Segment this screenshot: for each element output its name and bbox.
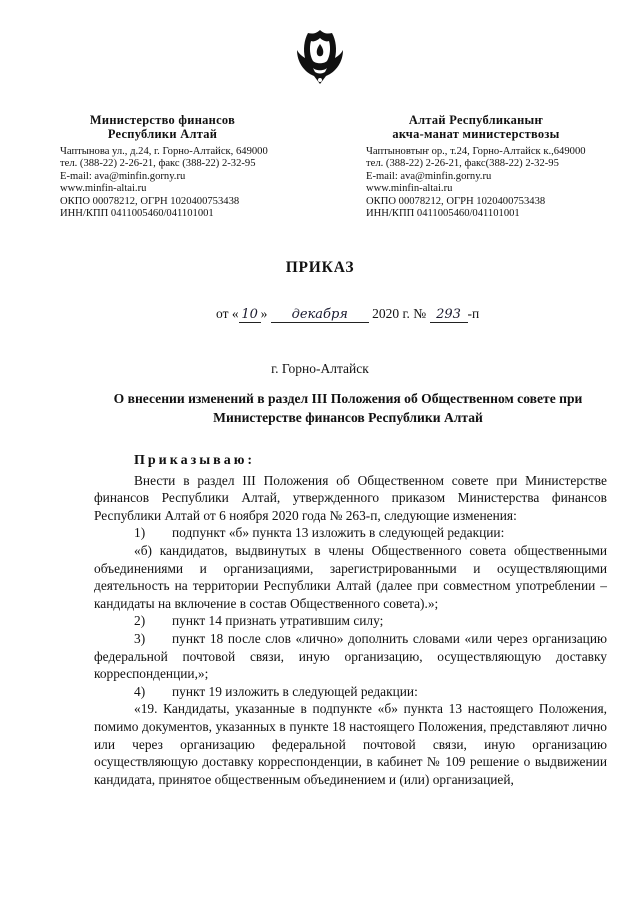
inn-alt: ИНН/КПП 0411005460/041101001 bbox=[366, 208, 520, 220]
org-name-alt-line1: Алтай Республиканыҥ bbox=[408, 113, 544, 127]
web-ru: www.minfin-altai.ru bbox=[60, 183, 147, 195]
web-alt: www.minfin-altai.ru bbox=[366, 183, 453, 195]
okpo-alt: ОКПО 00078212, ОГРН 1020400753438 bbox=[366, 195, 546, 207]
address-ru: Чаптынова ул., д.24, г. Горно-Алтайск, 649000 bbox=[60, 146, 268, 157]
document-title: ПРИКАЗ bbox=[285, 259, 355, 276]
org-name-ru-line2: Республики Алтай bbox=[107, 127, 218, 141]
phone-ru: тел. (388-22) 2-26-21, факс (388-22) 2-32-95 bbox=[60, 158, 256, 170]
okpo-ru: ОКПО 00078212, ОГРН 1020400753438 bbox=[60, 195, 240, 207]
date-prefix: от « bbox=[216, 306, 239, 321]
city: г. Горно-Алтайск bbox=[271, 361, 369, 376]
email-ru: E-mail: ava@minfin.gorny.ru bbox=[60, 170, 186, 182]
quote-subpoint-b: «б) кандидатов, выдвинутых в члены Общественного совета общественными объединениями и организациями, зарегистрированными и осуществляющими деятельность на территории Республики Алтай (далее при совместном употреблении – кандидаты на включение в состав Общественного совета).»; bbox=[94, 542, 607, 611]
inn-ru: ИНН/КПП 0411005460/041101001 bbox=[60, 208, 214, 220]
order-date-line bbox=[216, 306, 479, 323]
header-left-block bbox=[60, 113, 290, 220]
header-right-block bbox=[366, 113, 616, 220]
handwritten-month: декабря bbox=[271, 308, 369, 323]
date-mid: » bbox=[260, 306, 268, 321]
list-item: 3) пункт 18 после слов «лично» дополнить словами «или через организацию федеральной почтовой связи, иную организацию, осуществляющую доставку корреспонденции,»; bbox=[94, 630, 607, 682]
address-alt: Чаптыновтыҥ ор., т.24, Горно-Алтайск к.,649000 bbox=[366, 146, 586, 157]
email-alt: E-mail: ava@minfin.gorny.ru bbox=[366, 170, 492, 182]
order-body bbox=[94, 452, 607, 788]
handwritten-day: 10 bbox=[239, 308, 261, 323]
number-suffix: -п bbox=[467, 306, 480, 321]
order-subject: О внесении изменений в раздел III Положения об Общественном совете при Министерстве финансов Республики Алтай bbox=[113, 391, 583, 425]
phone-alt: тел. (388-22) 2-26-21, факс(388-22) 2-32-95 bbox=[366, 158, 559, 170]
list-item: 1) подпункт «б» пункта 13 изложить в следующей редакции: bbox=[134, 525, 505, 541]
order-word: Приказываю: bbox=[134, 453, 256, 468]
quote-point-19: «19. Кандидаты, указанные в подпункте «б» пункта 13 настоящего Положения, помимо документов, указанных в пункте 18 настоящего Положения, представляют лично или через организацию федеральной почтовой связи, иную организацию осуществляющую доставку корреспонденции, в кабинет № 109 решение о выдвижении кандидата, принятое общественным объединением и (или) организацией, bbox=[94, 701, 607, 787]
coat-of-arms-icon bbox=[294, 28, 346, 88]
date-year: 2020 г. № bbox=[372, 306, 427, 321]
list-item: 2) пункт 14 признать утратившим силу; bbox=[134, 613, 384, 629]
org-name-ru-line1: Министерство финансов bbox=[89, 113, 236, 127]
list-item: 4) пункт 19 изложить в следующей редакции: bbox=[134, 683, 418, 699]
handwritten-order-number: 293 bbox=[430, 308, 468, 323]
org-name-alt-line2: акча-манат министерствозы bbox=[392, 127, 560, 141]
intro-paragraph: Внести в раздел III Положения об Общественном совете при Министерстве финансов Республики Алтай, утвержденного приказом Министерства финансов Республики Алтай от 6 ноября 2020 года № 263-п, следующие изменения: bbox=[94, 472, 607, 523]
